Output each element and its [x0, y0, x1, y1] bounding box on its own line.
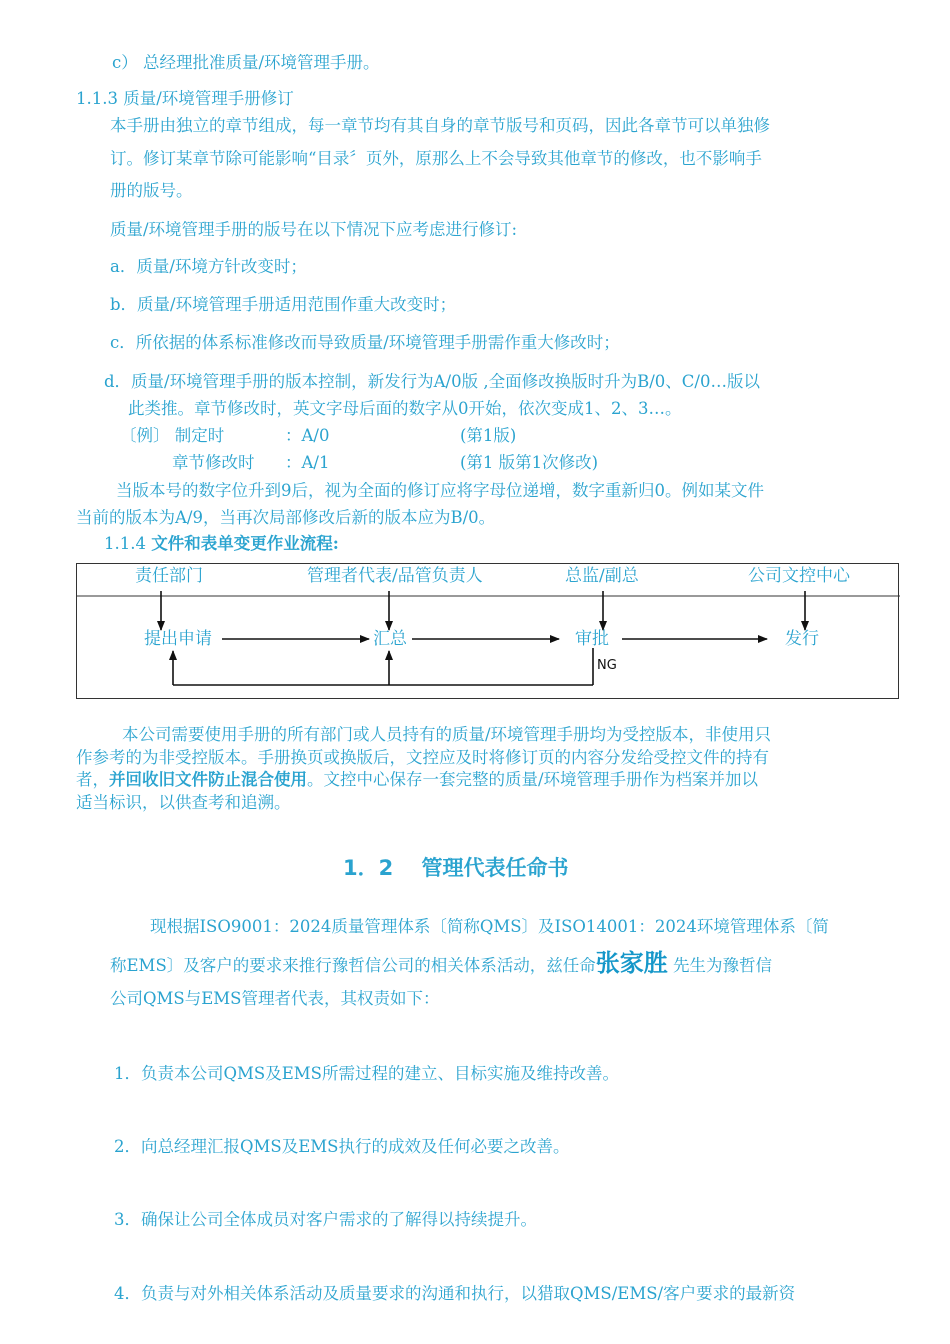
appointment-para-3: 公司QMS与EMS管理者代表，其权责如下： [110, 989, 440, 1008]
example-chapter-label: 章节修改时 [172, 453, 255, 472]
version-rollover-2: 当前的版本为A/9，当再次局部修改后新的版本应为B/0。 [76, 508, 496, 527]
revision-conditions-intro: 质量/环境管理手册的版号在以下情况下应考虑进行修订: [110, 220, 518, 239]
duty-item-2: 2．向总经理汇报QMS及EMS执行的成效及任何必要之改善。 [114, 1137, 570, 1156]
approval-line: c） 总经理批准质量/环境管理手册。 [112, 53, 380, 72]
step-issue: 发行 [785, 629, 819, 649]
role-management-rep: 管理者代表/品管负责人 [307, 566, 483, 586]
step-submit: 提出申请 [144, 629, 212, 649]
example-note-1: (第1版) [460, 426, 517, 445]
condition-d-1: d．质量/环境管理手册的版本控制，新发行为A/0版 ,全面修改换版时升为B/0、C/0…版以 [104, 372, 760, 391]
condition-c: c．所依据的体系标准修改而导致质量/环境管理手册需作重大修改时； [110, 333, 620, 352]
example-note-2: (第1 版第1次修改) [460, 453, 599, 472]
role-doc-control: 公司文控中心 [748, 566, 850, 586]
para-revision-2: 订。修订某章节除可能影响“目录〞页外，原那么上不会导致其他章节的修改，也不影响手 [110, 149, 762, 168]
appointment-para-2a: 称EMS〕及客户的要求来推行豫哲信公司的相关体系活动，兹任命 [110, 956, 596, 975]
role-responsible-dept: 责任部门 [135, 566, 203, 586]
example-label: 〔例〕 制定时 [120, 426, 225, 445]
example-version-1: ：A/0 [285, 426, 330, 445]
section-1-2-heading: 1．2 管理代表任命书 [343, 856, 569, 880]
condition-a: a．质量/环境方针改变时； [110, 257, 307, 276]
duty-item-4: 4．负责与对外相关体系活动及质量要求的沟通和执行，以猎取QMS/EMS/客户要求的最新资 [114, 1284, 796, 1303]
section-1-1-3-title: 1.1.3 质量/环境管理手册修订 [76, 89, 294, 108]
control-para-4: 适当标识，以供查考和追溯。 [76, 793, 291, 812]
ng-label: NG [597, 658, 617, 673]
control-para-3 [76, 769, 758, 791]
appointment-para-2 [110, 950, 772, 979]
control-para-3c: 。文控中心保存一套完整的质量/环境管理手册作为档案并加以 [307, 770, 759, 789]
version-rollover-1: 当版本号的数字位升到9后，视为全面的修订应将字母位递增，数字重新归0。例如某文件 [116, 481, 764, 500]
step-approve: 审批 [575, 629, 609, 649]
control-para-2: 作参考的为非受控版本。手册换页或换版后，文控应及时将修订页的内容分发给受控文件的持有 [76, 748, 769, 767]
control-para-1: 本公司需要使用手册的所有部门或人员持有的质量/环境管理手册均为受控版本，非使用只 [122, 725, 772, 744]
change-flowchart [76, 563, 899, 699]
appointment-para-1: 现根据ISO9001：2024质量管理体系〔简称QMS〕及ISO14001：2024环境管理体系〔简 [150, 917, 829, 936]
control-para-3-bold: 并回收旧文件防止混合使用 [109, 770, 307, 789]
section-title-bold: 文件和表单变更作业流程: [151, 534, 339, 553]
step-summary: 汇总 [373, 629, 407, 649]
appointment-para-2b: 先生为豫哲信 [667, 956, 772, 975]
para-revision-3: 册的版号。 [110, 181, 193, 200]
section-number: 1.1.4 [104, 534, 152, 553]
example-version-2: ：A/1 [285, 453, 330, 472]
condition-d-2: 此类推。章节修改时，英文字母后面的数字从0开始，依次变成1、2、3…。 [128, 399, 682, 418]
duty-item-1: 1．负责本公司QMS及EMS所需过程的建立、目标实施及维持改善。 [114, 1064, 619, 1083]
section-1-1-4-title [104, 533, 339, 555]
duty-item-3: 3．确保让公司全体成员对客户需求的了解得以持续提升。 [114, 1210, 537, 1229]
control-para-3a: 者， [76, 770, 109, 789]
para-revision-1: 本手册由独立的章节组成，每一章节均有其自身的章节版号和页码，因此各章节可以单独修 [110, 116, 770, 135]
appointee-name: 张家胜 [595, 949, 668, 977]
role-director: 总监/副总 [565, 566, 639, 586]
condition-b: b．质量/环境管理手册适用范围作重大改变时； [110, 295, 457, 314]
